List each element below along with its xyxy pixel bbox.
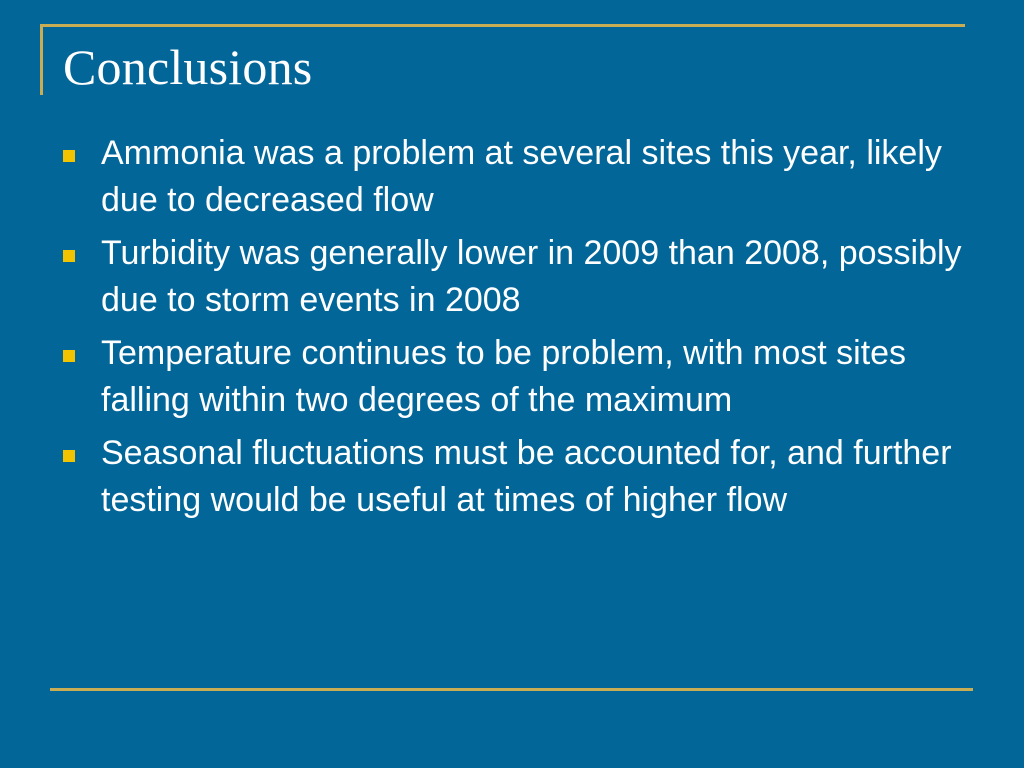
bullet-item xyxy=(62,430,962,524)
bullet-item xyxy=(62,330,962,424)
bullet-text: Turbidity was generally lower in 2009 than 2008, possibly due to storm events in 2008 xyxy=(101,234,962,319)
square-bullet-icon xyxy=(63,350,75,362)
square-bullet-icon xyxy=(63,450,75,462)
bullet-list xyxy=(62,130,962,530)
bullet-text: Temperature continues to be problem, with most sites falling within two degrees of the maximum xyxy=(101,334,907,419)
title-frame-top-line xyxy=(40,24,965,27)
page-title: Conclusions xyxy=(63,39,313,95)
bullet-text: Seasonal fluctuations must be accounted for, and further testing would be useful at times of higher flow xyxy=(101,434,952,519)
title-frame-vertical-line xyxy=(40,24,43,95)
square-bullet-icon xyxy=(63,150,75,162)
bullet-item xyxy=(62,130,962,224)
bullet-item xyxy=(62,230,962,324)
bottom-divider-line xyxy=(50,688,973,691)
bullet-text: Ammonia was a problem at several sites this year, likely due to decreased flow xyxy=(101,134,942,219)
square-bullet-icon xyxy=(63,250,75,262)
